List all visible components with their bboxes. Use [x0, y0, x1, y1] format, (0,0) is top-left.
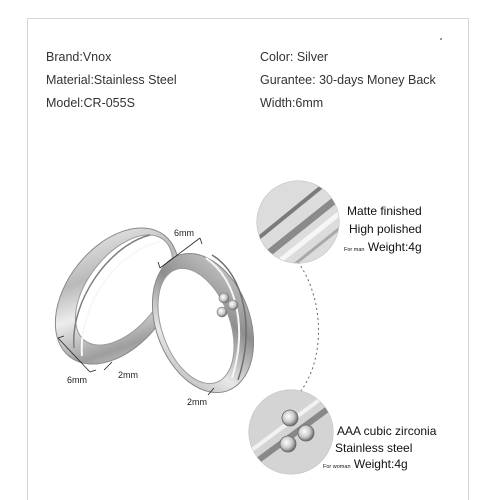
- spec-brand: Brand:Vnox: [46, 50, 112, 64]
- womens-stones: AAA cubic zirconia: [337, 424, 437, 438]
- womens-weight-value: Weight:4g: [353, 457, 408, 471]
- dim-left-thickness: 2mm: [118, 370, 138, 380]
- mens-detail-circle: [250, 180, 350, 280]
- womens-material: Stainless steel: [335, 441, 413, 455]
- mens-weight: [344, 240, 422, 254]
- dim-left-width: 6mm: [67, 375, 87, 385]
- spec-width: Width:6mm: [260, 96, 324, 110]
- dim-top-width: 6mm: [174, 228, 194, 238]
- dim-bottom-thickness: 2mm: [187, 397, 207, 407]
- mens-weight-value: Weight:4g: [367, 240, 422, 254]
- mens-finish-matte: Matte finished: [347, 204, 422, 218]
- spec-model: Model:CR-055S: [46, 96, 135, 110]
- womens-weight-prefix: For woman: [323, 464, 351, 470]
- womens-weight: [323, 457, 408, 471]
- dashed-connector: [298, 262, 319, 392]
- mens-weight-prefix: For man: [344, 247, 365, 253]
- mens-finish-polished: High polished: [349, 222, 422, 236]
- spec-guarantee: Gurantee: 30-days Money Back: [260, 73, 436, 87]
- spec-color: Color: Silver: [260, 50, 329, 64]
- spec-material: Material:Stainless Steel: [46, 73, 177, 87]
